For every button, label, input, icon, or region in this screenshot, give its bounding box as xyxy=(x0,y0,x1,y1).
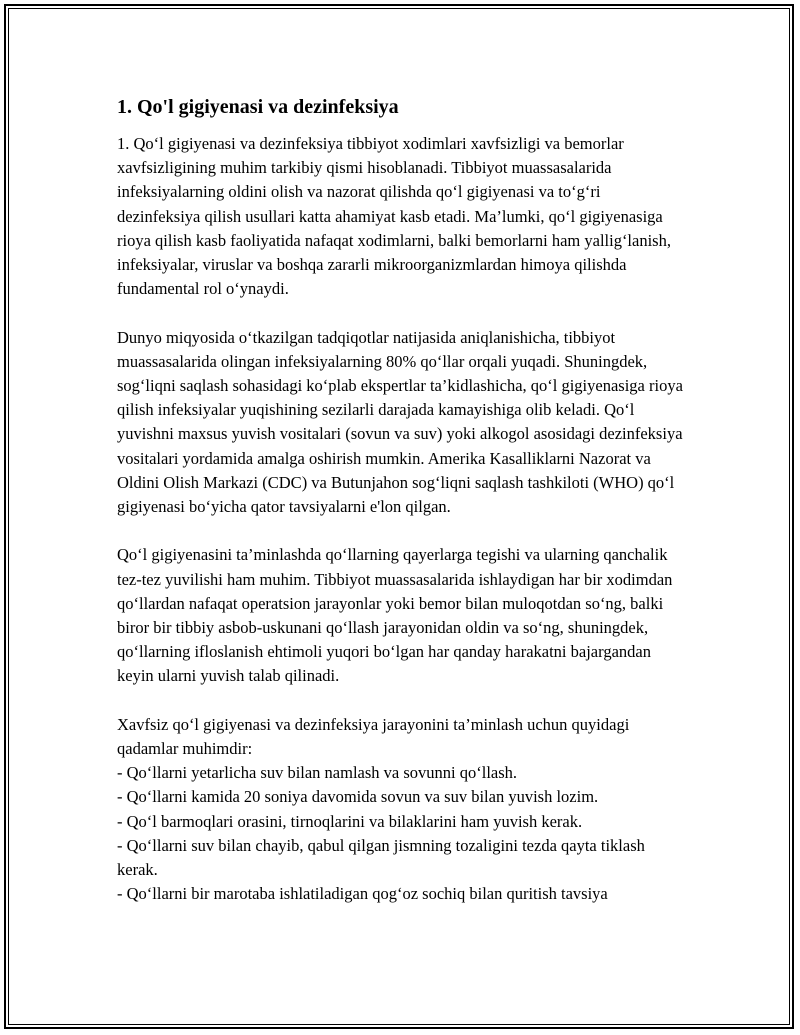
document-title: 1. Qo'l gigiyenasi va dezinfeksiya xyxy=(117,96,399,118)
steps-intro: Xavfsiz qo‘l gigiyenasi va dezinfeksiya jarayonini ta’minlash uchun quyidagi qadamlar muhimdir: xyxy=(117,714,630,759)
list-item: - Qo‘llarni bir marotaba ishlatiladigan qog‘oz sochiq bilan quritish tavsiya xyxy=(117,884,608,904)
steps-list xyxy=(117,761,687,906)
paragraph-requirements: Qo‘l gigiyenasini ta’minlashda qo‘llarning qayerlarga tegishi va ularning qanchalik tez-tez yuvilishi ham muhim. Tibbiyot muassasalarida ishlaydigan har bir xodimdan qo‘llardan nafaqat operatsion jarayonlar yoki bemor bilan muloqotdan so‘ng, balki biror bir tibbiy asbob-uskunani qo‘llash jarayonidan oldin va so‘ng, shuningdek, qo‘llarning ifloslanish ehtimoli yuqori bo‘lgan har qanday harakatni bajargandan keyin ularni yuvish talab qilinadi. xyxy=(117,545,673,686)
document-body xyxy=(117,94,687,906)
paragraph-research: Dunyo miqyosida o‘tkazilgan tadqiqotlar natijasida aniqlanishicha, tibbiyot muassasalarida olingan infeksiyalarning 80% qo‘llar orqali yuqadi. Shuningdek, sog‘liqni saqlash sohasidagi ko‘plab ekspertlar ta’kidlashicha, qo‘l gigiyenasiga rioya qilish infeksiyalar yuqishining sezilarli darajada kamayishiga olib keladi. Qo‘l yuvishni maxsus yuvish vositalari (sovun va suv) yoki alkogol asosidagi dezinfeksiya vositalari yordamida amalga oshirish mumkin. Amerika Kasalliklarni Nazorat va Oldini Olish Markazi (CDC) va Butunjahon sog‘liqni saqlash tashkiloti (WHO) qo‘l gigiyenasi bo‘yicha qator tavsiyalarni e'lon qilgan. xyxy=(117,327,683,517)
list-item: - Qo‘l barmoqlari orasini, tirnoqlarini va bilaklarini ham yuvish kerak. xyxy=(117,811,583,831)
list-item: - Qo‘llarni suv bilan chayib, qabul qilgan jismning tozaligini tezda qayta tiklash kerak. xyxy=(117,835,645,880)
list-item: - Qo‘llarni kamida 20 soniya davomida sovun va suv bilan yuvish lozim. xyxy=(117,787,599,807)
list-item: - Qo‘llarni yetarlicha suv bilan namlash va sovunni qo‘llash. xyxy=(117,763,518,783)
steps-section xyxy=(117,713,687,907)
paragraph-intro: 1. Qo‘l gigiyenasi va dezinfeksiya tibbiyot xodimlari xavfsizligi va bemorlar xavfsizligining muhim tarkibiy qismi hisoblanadi. Tibbiyot muassasalarida infeksiyalarning oldini olish va nazorat qilishda qo‘l gigiyenasi va to‘g‘ri dezinfeksiya qilish usullari katta ahamiyat kasb etadi. Ma’lumki, qo‘l gigiyenasiga rioya qilish kasb faoliyatida nafaqat xodimlarni, balki bemorlarni ham yallig‘lanish, infeksiyalar, viruslar va boshqa zararli mikroorganizmlardan himoya qilishda fundamental rol o‘ynaydi. xyxy=(117,134,671,299)
